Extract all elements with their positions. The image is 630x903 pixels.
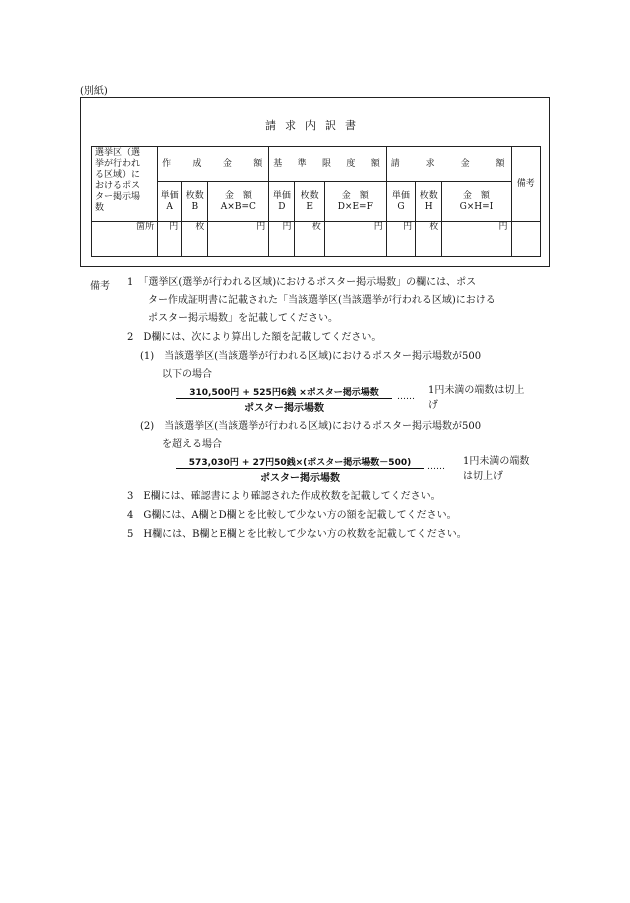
sub-amount-c: 金 額 A×B=C: [208, 182, 269, 222]
formula-1-note-l1: 1円未満の端数は切上: [428, 385, 525, 396]
note-5: 5 H欄には、B欄とE欄とを比較して少ない方の枚数を記載してください。: [127, 529, 467, 540]
district-header-l5: ター掲示場: [95, 192, 141, 202]
district-header-l3: る区域）に: [95, 170, 141, 180]
case-2-line-1: (2) 当該選挙区(当該選挙が行われる区域)におけるポスター掲示場数が500: [140, 421, 482, 432]
district-header-l4: おけるポス: [95, 181, 141, 191]
district-header-l2: 挙が行われ: [95, 159, 141, 169]
formula-1-denominator: ポスター掲示場数: [244, 403, 324, 414]
sub-count-b: 枚数 B: [182, 182, 208, 222]
remarks-header: 備考: [511, 147, 540, 222]
group-production-amount: 作 成 金 額: [158, 147, 269, 182]
notes-heading: 備考: [90, 281, 110, 292]
note-2: 2 D欄には、次により算出した額を記載してください。: [127, 332, 382, 343]
unit-sheets-e: 枚: [295, 222, 324, 257]
sub-amount-i: 金 額 G×H=I: [442, 182, 511, 222]
sub-amount-f: 金 額 D×E=F: [324, 182, 386, 222]
note-1-line-2: ター作成証明書に記載された「当該選挙区(当該選挙が行われる区域)における: [148, 295, 496, 306]
formula-1: [176, 385, 392, 414]
district-header-l6: 数: [95, 203, 105, 213]
unit-yen-f: 円: [324, 222, 386, 257]
note-1-line-3: ポスター掲示場数」を記載してください。: [148, 313, 338, 324]
unit-sheets-b: 枚: [182, 222, 208, 257]
note-4: 4 G欄には、A欄とD欄とを比較して少ない方の額を記載してください。: [127, 510, 457, 521]
group-claim-amount: 請 求 金 額: [386, 147, 511, 182]
breakdown-table: [91, 146, 541, 257]
attachment-label: (別紙): [80, 86, 108, 97]
district-header-cell: [92, 147, 158, 222]
formula-2-note-l1: 1円未満の端数: [463, 456, 530, 467]
formula-1-note-l2: げ: [428, 400, 438, 411]
formula-1-dots: ……: [397, 392, 415, 402]
unit-sites: 箇所: [92, 222, 158, 257]
formula-2-denominator: ポスター掲示場数: [260, 473, 340, 484]
formula-2: [176, 455, 424, 484]
formula-2-numerator: 573,030円 + 27円50銭×(ポスター掲示場数－500): [188, 458, 412, 468]
remarks-cell: [511, 222, 540, 257]
formula-2-note-l2: は切上げ: [463, 471, 503, 482]
unit-yen-c: 円: [208, 222, 269, 257]
group-standard-limit: 基 準 限 度 額: [269, 147, 386, 182]
note-1-line-1: 1 「選挙区(選挙が行われる区域)におけるポスター掲示場数」の欄には、ポス: [127, 277, 477, 288]
unit-yen-d: 円: [269, 222, 295, 257]
formula-2-note: [463, 454, 529, 484]
case-2-line-2: を超える場合: [162, 439, 222, 450]
formula-1-note: [428, 383, 524, 413]
sub-unit-price-d: 単価 D: [269, 182, 295, 222]
sub-count-h: 枚数 H: [416, 182, 442, 222]
note-3: 3 E欄には、確認書により確認された作成枚数を記載してください。: [127, 491, 441, 502]
sub-count-e: 枚数 E: [295, 182, 324, 222]
note-1: [127, 275, 476, 290]
formula-2-dots: ……: [427, 462, 445, 472]
district-header-l1: 選挙区（選: [95, 148, 141, 158]
unit-yen-i: 円: [442, 222, 511, 257]
sub-unit-price-g: 単価 G: [386, 182, 415, 222]
case-1-line-2: 以下の場合: [162, 369, 212, 380]
sub-unit-price-a: 単価 A: [158, 182, 182, 222]
unit-yen-g: 円: [386, 222, 415, 257]
unit-sheets-h: 枚: [416, 222, 442, 257]
doc-title: 請求内訳書: [265, 119, 365, 132]
unit-yen-a: 円: [158, 222, 182, 257]
case-1-line-1: (1) 当該選挙区(当該選挙が行われる区域)におけるポスター掲示場数が500: [140, 351, 482, 362]
note-1-cont: [148, 293, 496, 326]
formula-1-numerator: 310,500円 + 525円6銭 ×ポスター掲示場数: [189, 388, 379, 398]
